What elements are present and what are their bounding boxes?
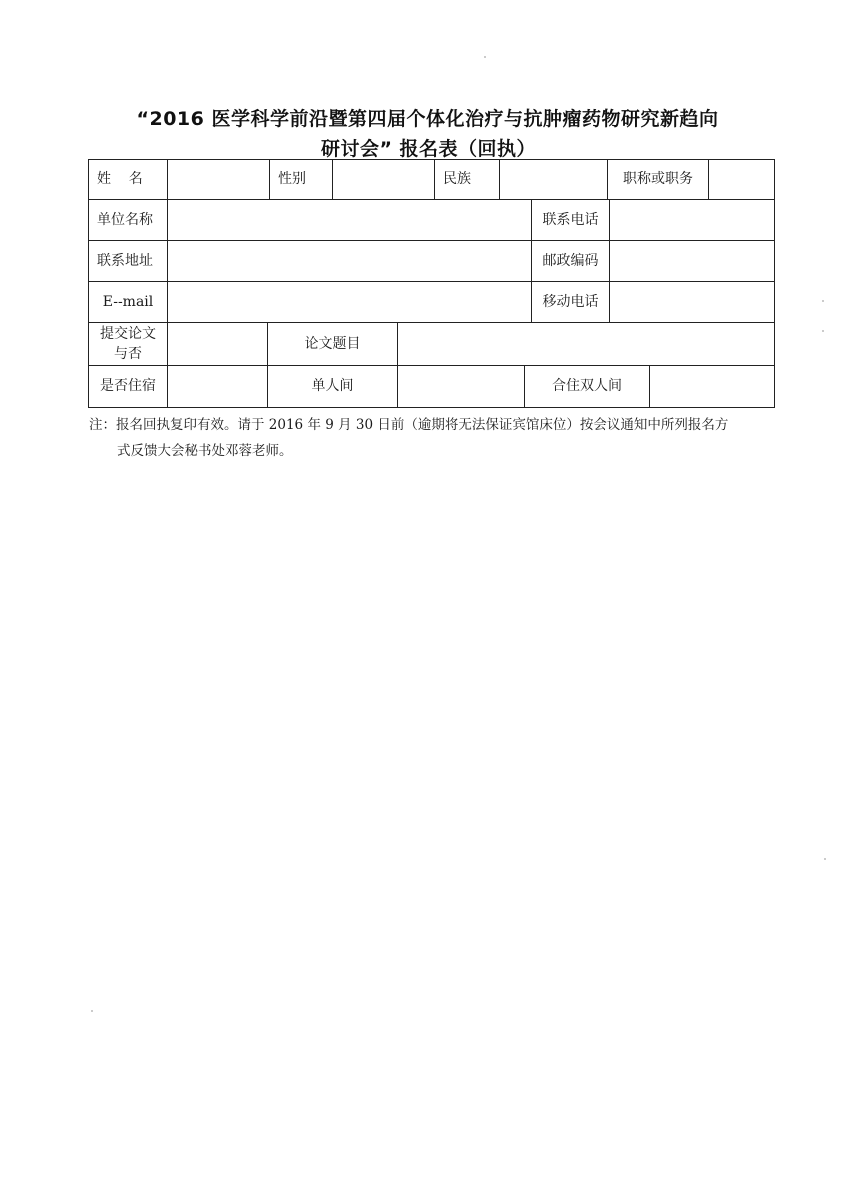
registration-note: [89, 412, 789, 464]
double-room-field[interactable]: [649, 365, 775, 408]
registration-form-table: [89, 160, 775, 408]
note-line-1: 注：报名回执复印有效。请于 2016 年 9 月 30 日前（逾期将无法保证宾馆床位）按会议通知中所列报名方: [89, 417, 729, 433]
paper-submit-label: 提交论文 与否: [88, 322, 168, 366]
lodging-label: 是否住宿: [88, 365, 168, 408]
address-label: 联系地址: [88, 240, 168, 282]
scan-speck: [822, 300, 824, 302]
single-room-label: 单人间: [267, 365, 398, 408]
ethnicity-field[interactable]: [499, 159, 608, 200]
postcode-field[interactable]: [609, 240, 775, 282]
postcode-label: 邮政编码: [531, 240, 610, 282]
mobile-label: 移动电话: [531, 281, 610, 323]
ethnicity-label: 民族: [434, 159, 500, 200]
email-label: E--mail: [88, 281, 168, 323]
form-title-line-2: 研讨会” 报名表（回执）: [320, 138, 537, 160]
address-field[interactable]: [167, 240, 532, 282]
mobile-field[interactable]: [609, 281, 775, 323]
paper-title-field[interactable]: [397, 322, 775, 366]
job-title-label: 职称或职务: [607, 159, 709, 200]
phone-label: 联系电话: [531, 199, 610, 241]
scan-speck: [91, 1010, 93, 1012]
lodging-field[interactable]: [167, 365, 268, 408]
note-line-2: 式反馈大会秘书处邓蓉老师。: [117, 443, 293, 459]
scan-speck: [484, 56, 486, 58]
scan-speck: [824, 858, 826, 860]
job-title-field[interactable]: [708, 159, 775, 200]
unit-label: 单位名称: [88, 199, 168, 241]
paper-submit-field[interactable]: [167, 322, 268, 366]
phone-field[interactable]: [609, 199, 775, 241]
scan-speck: [822, 330, 824, 332]
name-field[interactable]: [167, 159, 270, 200]
unit-field[interactable]: [167, 199, 532, 241]
form-title-line-1: “2016 医学科学前沿暨第四届个体化治疗与抗肿瘤药物研究新趋向: [136, 108, 719, 130]
email-field[interactable]: [167, 281, 532, 323]
double-room-label: 合住双人间: [524, 365, 650, 408]
gender-field[interactable]: [332, 159, 435, 200]
single-room-field[interactable]: [397, 365, 525, 408]
paper-title-label: 论文题目: [267, 322, 398, 366]
name-label: 姓 名: [88, 159, 168, 200]
gender-label: 性别: [269, 159, 333, 200]
